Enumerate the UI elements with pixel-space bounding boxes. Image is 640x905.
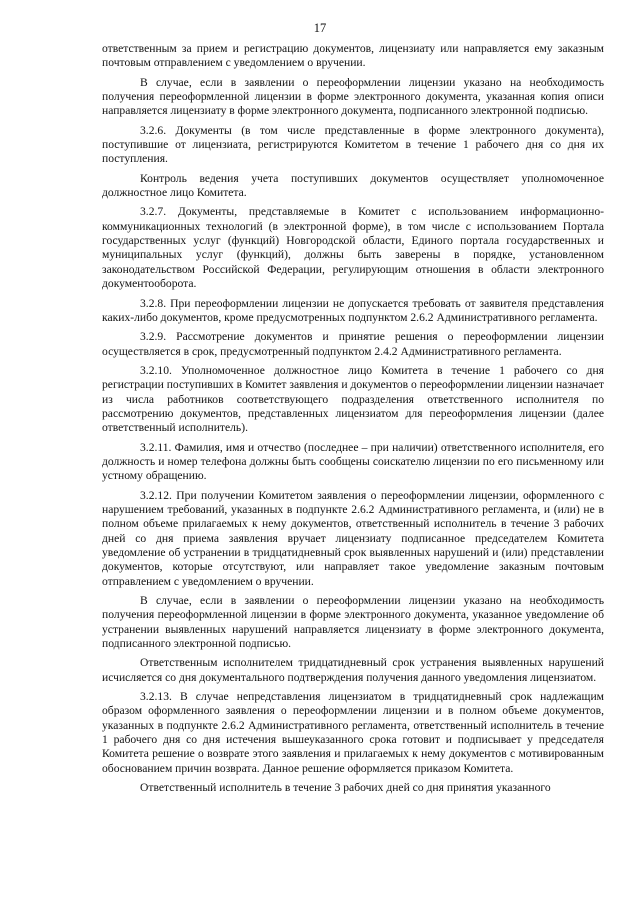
- paragraph-3-2-13: 3.2.13. В случае непредставления лицензиатом в тридцатидневный срок надлежащим образом оформленного заявления о переоформлении лицензии и в полном объеме документов, указанных в подпункте 2.6.2 Административного регламента, ответственный исполнитель в течение 1 рабочего дня со дня истечения вышеуказанного срока готовит и подписывает у председателя Комитета решение о возврате этого заявления и прилагаемых к нему документов с мотивированным обоснованием причин возврата. Данное решение оформляется приказом Комитета.: [102, 690, 604, 775]
- document-body: [102, 42, 604, 801]
- paragraph: В случае, если в заявлении о переоформлении лицензии указано на необходимость получения переоформленной лицензии в форме электронного документа, указанная копия описи направляется лицензиату в форме электронного документа, подписанного электронной подписью.: [102, 75, 604, 118]
- page-number: 17: [313, 21, 327, 35]
- paragraph-3-2-12: 3.2.12. При получении Комитетом заявления о переоформлении лицензии, оформленного с нарушением требований, указанных в подпункте 2.6.2 Административного регламента, и (или) не в полном объеме прилагаемых к нему документов, ответственный исполнитель в течение 3 рабочих дней со дня приема заявления вручает лицензиату подписанное председателем Комитета уведомление об устранении в тридцатидневный срок выявленных нарушений и (или) представлении документов, которые отсутствуют, или направляет такое уведомление заказным почтовым отправлением с уведомлением о вручении.: [102, 488, 604, 588]
- paragraph-3-2-9: 3.2.9. Рассмотрение документов и принятие решения о переоформлении лицензии осуществляется в срок, предусмотренный подпунктом 2.4.2 Административного регламента.: [102, 330, 604, 358]
- paragraph-3-2-8: 3.2.8. При переоформлении лицензии не допускается требовать от заявителя представления каких-либо документов, кроме предусмотренных подпунктом 2.6.2 Административного регламента.: [102, 296, 604, 324]
- paragraph: Контроль ведения учета поступивших документов осуществляет уполномоченное должностное лицо Комитета.: [102, 171, 604, 200]
- paragraph-last: Ответственный исполнитель в течение 3 рабочих дней со дня принятия указанного: [140, 781, 551, 795]
- paragraph: В случае, если в заявлении о переоформлении лицензии указано на необходимость получения переоформленной лицензии в форме электронного документа, указанное уведомление об устранении выявленных нарушений направляется лицензиату в форме электронного документа, подписанного электронной подписью.: [102, 594, 604, 651]
- paragraph-3-2-11: 3.2.11. Фамилия, имя и отчество (последнее – при наличии) ответственного исполнителя, его должность и номер телефона должны быть сообщены соискателю лицензии по его письменному или устному обращению.: [102, 440, 604, 483]
- paragraph-3-2-6: 3.2.6. Документы (в том числе представленные в форме электронного документа), поступившие от лицензиата, регистрируются Комитетом в течение 1 рабочего дня со дня их поступления.: [102, 123, 604, 166]
- paragraph: Ответственным исполнителем тридцатидневный срок устранения выявленных нарушений исчисляется со дня документального подтверждения получения данного уведомления лицензиатом.: [102, 656, 604, 684]
- paragraph-continuation: ответственным за прием и регистрацию документов, лицензиату или направляется ему заказным почтовым отправлением с уведомлением о вручении.: [102, 42, 604, 70]
- paragraph-3-2-10: 3.2.10. Уполномоченное должностное лицо Комитета в течение 1 рабочего со дня регистрации поступивших в Комитет заявления и документов о переоформлении лицензии назначает из числа работников соответствующего подразделения ответственного исполнителя по рассмотрению документов, представленных лицензиатом для переоформления лицензии (далее ответственный исполнитель).: [102, 363, 604, 435]
- paragraph-3-2-7: 3.2.7. Документы, представляемые в Комитет с использованием информационно-коммуникационных технологий (в электронной форме), в том числе с использованием Портала государственных услуг (функций) Новгородской области, Единого портала государственных и муниципальных услуг (функций), должны быть заверены в порядке, установленном законодательством Российской Федерации, регулирующим отношения в области электронного документооборота.: [102, 205, 604, 291]
